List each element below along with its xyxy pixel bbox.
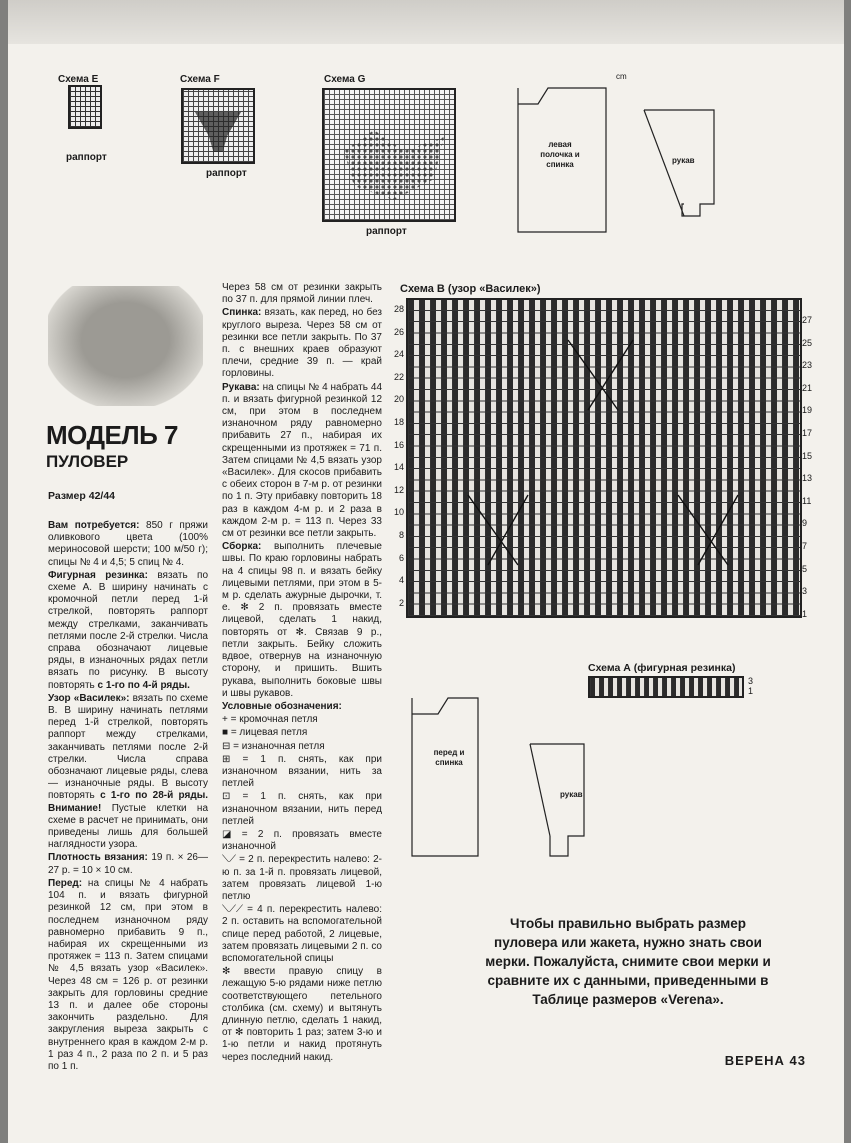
row-number: 10 <box>393 507 404 518</box>
row-number: 25 <box>802 337 813 348</box>
top-sleeve-label: рукав <box>672 156 695 165</box>
schema-e-grid <box>68 85 102 129</box>
row-number: 9 <box>802 518 808 529</box>
legend-item: + = кромочная петля <box>222 714 318 726</box>
legend-list <box>222 714 382 1064</box>
schema-b-right-numbers <box>802 309 816 625</box>
top-cm-label: cm <box>616 72 627 81</box>
pattern-heading: Узор «Василек»: <box>48 692 130 704</box>
model-type: ПУЛОВЕР <box>46 452 129 471</box>
legend-item: ■ = лицевая петля <box>222 727 308 739</box>
schema-f-rapport: раппорт <box>206 168 247 179</box>
shoulder-text: Через 58 см от резинки закрыть по 37 п. для прямой линии плеч. <box>222 282 382 306</box>
row-number: 3 <box>748 676 754 686</box>
front-back-label: перед и спинка <box>433 748 465 767</box>
legend-item: ◪ = 2 п. провязать вместе изнаночной <box>222 828 382 853</box>
sleeves-text: на спицы № 4 набрать 44 п. и вязать фигурной резинкой 12 см, при этом в последнем изнаночном ряду равномерно прибавить 27 п., набирая их скрещенными из протяжек = 71 п. Затем спицами № 4,5 вязать узор «Василек». Для скосов прибавить с обеих сторон в 7-м р. от резинки по 1 п. Эту прибавку повторить 18 раз в каждом 4-м р. и 2 раза в каждом 2-м р. = 113 п. Через 33 см от резинки все петли закрыть. <box>222 381 383 540</box>
row-number: 16 <box>393 439 404 450</box>
front-text: на спицы № 4 набрать 104 п. и вязать фигурной резинкой 12 см, при этом в последнем изнаночном ряду равномерно прибавить 9 п., набирая их скрещенными из протяжек = 113 п. Затем спицами № 4,5 вязать узор «Василек». Через 48 см = 126 р. от резинки закрыть для горловины средние 13 п. и далее обе стороны закончить раздельно. Для закругления выреза закрыть с внутреннего края в каждом 2-м р. 1 раз 4 п., 2 раза по 2 п. и 5 раз по 1 п. <box>48 877 208 1072</box>
row-number: 14 <box>393 462 404 473</box>
back-heading: Спинка: <box>222 307 262 319</box>
page-footer <box>725 1053 806 1068</box>
row-number: 18 <box>393 416 404 427</box>
schema-e-label: Схема E <box>58 74 99 85</box>
measurement-notice: Чтобы правильно выбрать размер пуловера или жакета, нужно знать свои мерки. Пожалуйста, снимите свои мерки и сравните их с данными, приведенными в Таблице размеров «Verena». <box>485 916 771 1007</box>
page-top-strip <box>8 0 844 44</box>
row-number: 15 <box>802 450 813 461</box>
magazine-page <box>8 0 844 1143</box>
legend-item: ⟍⟋ = 2 п. перекрестить налево: 2-ю п. за 1-й п. провязать лицевой, затем провязать лицевой 1-ю петлю <box>222 854 382 902</box>
instructions-col-2 <box>222 282 382 1065</box>
back-text: вязать, как перед, но без круглого выреза. Через 58 см от резинки все петли закрыть. По 37 п. с внешних краев образуют плечи, средние 39 п. — край горловины. <box>222 307 383 380</box>
schema-e-rapport: раппорт <box>66 152 107 163</box>
row-number: 19 <box>802 405 813 416</box>
pattern-bold: с 1-го по 28-й ряды. Внимание! <box>48 790 209 814</box>
density-heading: Плотность вязания: <box>48 852 148 864</box>
legend-item: ⊞ = 1 п. снять, как при изнаночном вязании, нить за петлей <box>222 753 382 790</box>
instructions-col-1 <box>48 520 208 1074</box>
legend-heading: Условные обозначения: <box>222 700 342 712</box>
schema-f-grid <box>181 88 255 164</box>
row-number: 1 <box>748 686 754 696</box>
pattern-tail: Пустые клетки на схеме в расчет не принимать, они приведены лишь для большей наглядности узора. <box>48 802 209 851</box>
schema-a-rows <box>748 676 753 696</box>
rib-text: вязать по схеме А. В ширину начинать с кромочной петли перед 1-й стрелкой, повторять раппорт между стрелками, заканчивать петлями после 2-й стрелки. Числа справа обозначают лицевые ряды, в изнаночных рядах петли вязать по рисунку. В высоту повторять <box>48 569 209 691</box>
bottom-pattern-diagrams <box>388 676 628 886</box>
schema-g-rapport: раппорт <box>366 226 407 237</box>
row-number: 7 <box>802 540 808 551</box>
row-number: 22 <box>393 371 404 382</box>
row-number: 1 <box>802 608 808 619</box>
needed-heading: Вам потребуется: <box>48 520 140 531</box>
schema-b-grid <box>406 298 802 618</box>
row-number: 17 <box>802 427 813 438</box>
front-heading: Перед: <box>48 877 83 889</box>
schema-f-label: Схема F <box>180 74 220 85</box>
sweater-sketch <box>48 286 203 406</box>
assembly-heading: Сборка: <box>222 541 262 553</box>
model-number: МОДЕЛЬ 7 <box>46 420 179 450</box>
pattern-text: вязать по схеме В. В ширину начинать петлями перед 1-й стрелкой, повторять раппорт между стрелками, заканчивать петлями после 2-й стрелки. Числа справа обозначают лицевые ряды, слева — изнаночные ряды. В высоту повторять <box>48 692 209 802</box>
row-number: 24 <box>393 349 404 360</box>
row-number: 20 <box>393 394 404 405</box>
page-number: 43 <box>789 1053 806 1068</box>
rib-bold: с 1-го по 4-й ряды. <box>97 679 190 691</box>
schema-b-title: Схема В (узор «Василек») <box>400 283 541 295</box>
legend-item: ⊡ = 1 п. снять, как при изнаночном вязании, нить перед петлей <box>222 791 382 827</box>
left-front-label: левая полочка и спинка <box>540 140 580 169</box>
row-number: 8 <box>398 529 404 540</box>
bottom-sleeve-label: рукав <box>560 790 583 799</box>
legend-item: ⊟ = изнаночная петля <box>222 740 325 752</box>
row-number: 6 <box>398 552 404 563</box>
magazine-name: ВЕРЕНА <box>724 1053 785 1068</box>
sleeves-heading: Рукава: <box>222 381 260 393</box>
row-number: 26 <box>393 326 404 337</box>
row-number: 5 <box>802 563 808 574</box>
legend-item: ⟍⟋⟋ = 4 п. перекрестить налево: 2 п. оставить на вспомогательной спице перед работой, 2 лицевые, затем провязать лицевыми 2 п. со вспомогательной спицы <box>222 904 382 964</box>
row-number: 2 <box>398 597 404 608</box>
row-number: 28 <box>393 304 404 314</box>
row-number: 23 <box>802 360 813 371</box>
row-number: 12 <box>393 484 404 495</box>
row-number: 3 <box>802 586 808 597</box>
row-number: 4 <box>398 575 404 586</box>
legend-item: ✻ ввести правую спицу в лежащую 5-ю рядами ниже петлю соответствующего петельного столбика (см. схему) и вытянуть длинную петлю, сделать 1 накид, от ✻ повторить 1 раз; затем 3-ю и 1-ю петли и накид протянуть через последний накид. <box>222 966 382 1063</box>
density-text: 19 п. × 26—27 р. = 10 × 10 см. <box>48 852 208 876</box>
row-number: 27 <box>802 315 813 325</box>
needed-text: 850 г пряжи оливкового цвета (100% мериносовой шерсти; 100 м/50 г); спицы № 4 и 4,5; 5 спиц № 4. <box>48 520 208 568</box>
row-number: 11 <box>802 495 812 506</box>
rib-heading: Фигурная резинка: <box>48 569 148 581</box>
schema-g-grid <box>322 88 456 222</box>
row-number: 21 <box>802 382 813 393</box>
model-size: Размер 42/44 <box>48 490 116 502</box>
schema-b-left-numbers <box>390 298 404 614</box>
schema-a-title: Схема А (фигурная резинка) <box>588 662 736 674</box>
row-number: 13 <box>802 473 813 484</box>
schema-g-label: Схема G <box>324 74 366 85</box>
assembly-text: выполнить плечевые швы. По краю горловины набрать на 4 спицы 98 п. и вязать бейку лицевыми петлями, при этом в 5-м р. сделать ажурные дырочки, т. е. ✻ 2 п. провязать вместе лицевой, сделать 1 накид, повторять от ✻. Связав 9 р., петли закрыть. Бейку сложить вдвое, отвернув на изнаночную сторону, и пришить. Вшить рукава, выполнить боковые швы и швы рукавов. <box>222 541 382 699</box>
